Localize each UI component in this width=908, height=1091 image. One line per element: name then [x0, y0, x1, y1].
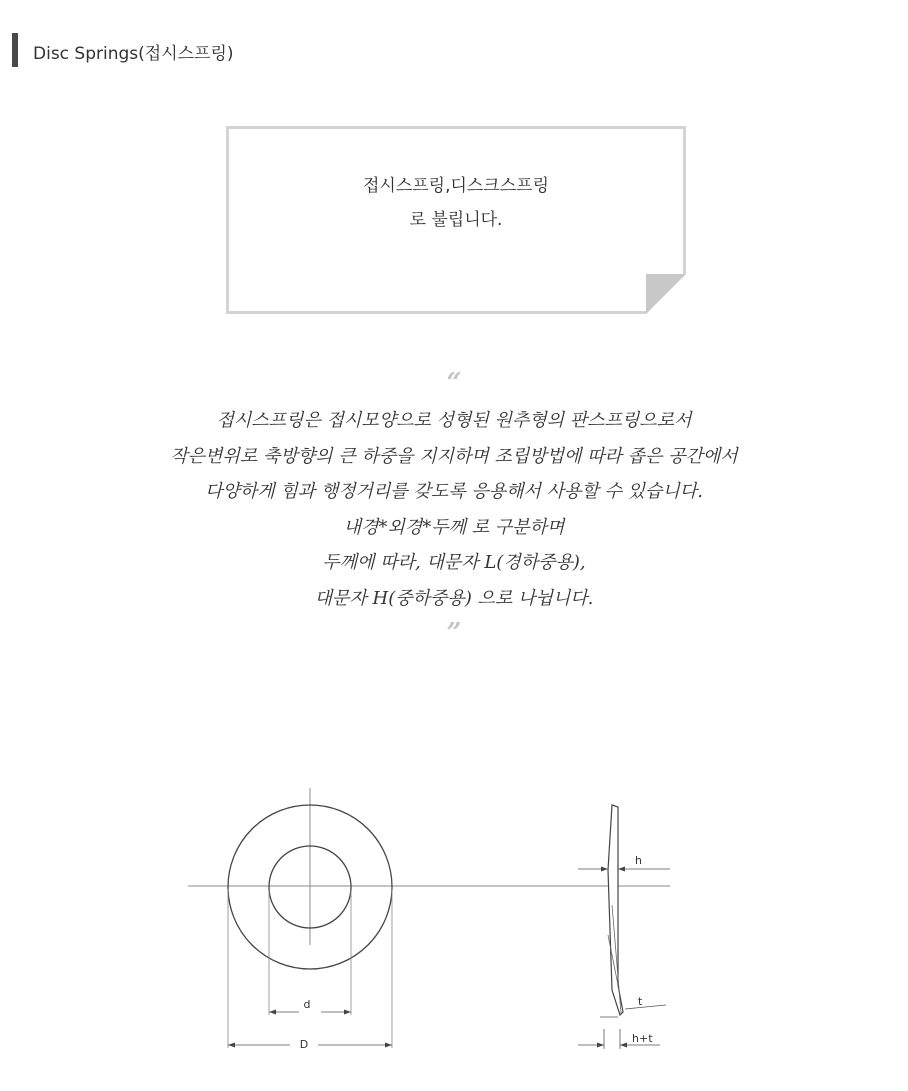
quote-line: 접시스프링은 접시모양으로 성형된 원추형의 판스프링으로서: [216, 410, 692, 431]
section-accent-bar: [12, 33, 18, 67]
section-title: Disc Springs(접시스프링): [33, 44, 234, 64]
height-label: h: [635, 854, 642, 867]
note-line-2: 로 불립니다.: [409, 210, 503, 230]
disc-side-view: [608, 805, 623, 1015]
note-card: [226, 126, 686, 314]
quote-line: 두께에 따라, 대문자 L(경하중용),: [322, 552, 586, 573]
note-line-1: 접시스프링,디스크스프링: [362, 176, 550, 196]
free-height-label: h+t: [632, 1032, 653, 1045]
dimension-lines: [228, 1012, 392, 1045]
quote-line: 다양하게 힘과 행정거리를 갖도록 응용해서 사용할 수 있습니다.: [205, 481, 703, 502]
open-quote-icon: “: [446, 368, 462, 398]
disc-spring-diagram: [180, 785, 680, 1065]
side-dimension-lines: [578, 869, 670, 1049]
diagram-center-lines: [188, 788, 670, 945]
quote-line: 대문자 H(중하중용) 으로 나뉩니다.: [314, 587, 594, 609]
close-quote-icon: ”: [446, 618, 462, 648]
note-text: [229, 169, 683, 237]
quote-line: 내경*외경*두께 로 구분하며: [343, 516, 565, 538]
quote-line: 작은변위로 축방향의 큰 하중을 지지하며 조립방법에 따라 좁은 공간에서: [170, 445, 738, 467]
outer-diameter-label: D: [299, 1038, 309, 1051]
folded-corner-icon: [646, 274, 686, 314]
thickness-label: t: [638, 995, 643, 1008]
dimension-arrows: [228, 1010, 392, 1048]
inner-diameter-label: d: [303, 998, 311, 1011]
quote-body: [0, 403, 908, 616]
